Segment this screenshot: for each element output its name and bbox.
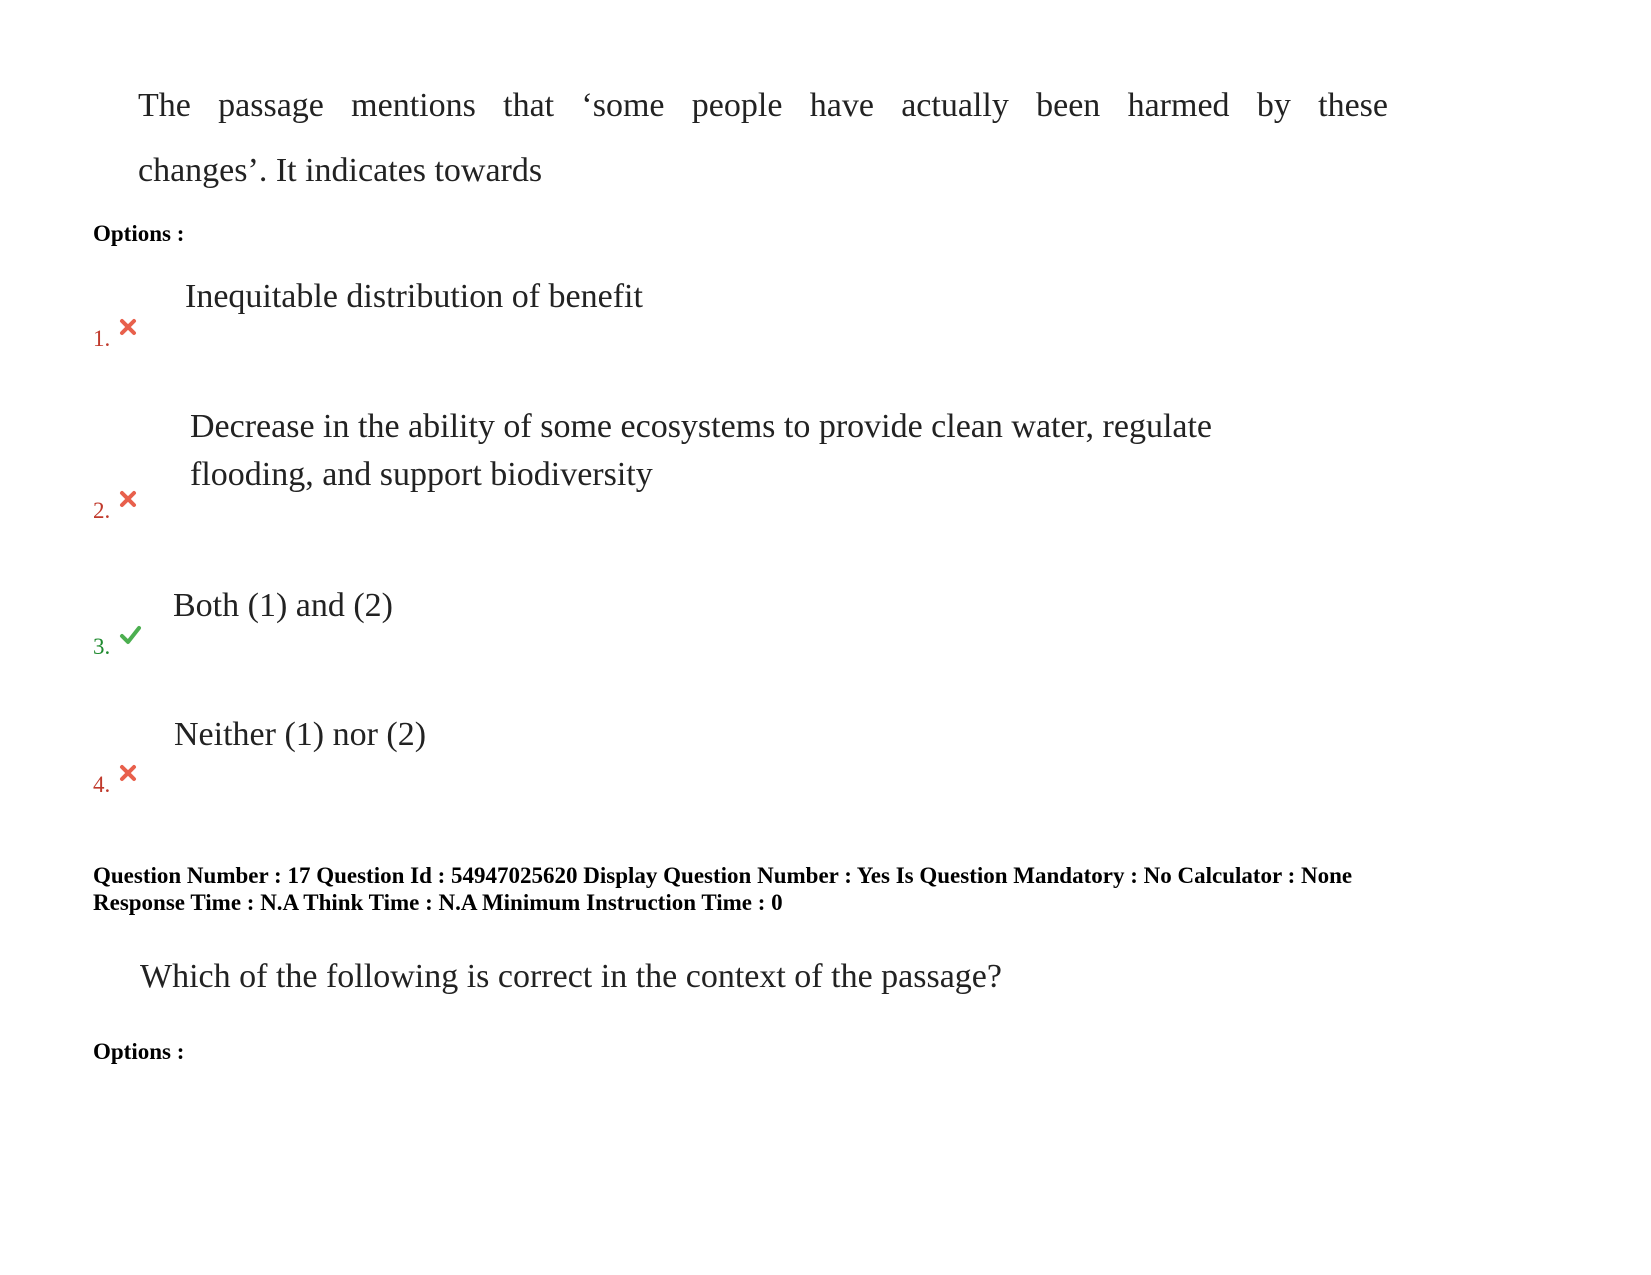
option-4-marker <box>93 771 138 799</box>
option-4-text: Neither (1) nor (2) <box>174 716 427 753</box>
option-1-number: 1. <box>93 326 111 351</box>
option-3-text: Both (1) and (2) <box>173 587 394 624</box>
question-meta-line-2: Response Time : N.A Think Time : N.A Minimum Instruction Time : 0 <box>93 890 783 915</box>
question-17-text: Which of the following is correct in the context of the passage? <box>140 958 1002 995</box>
option-4-number: 4. <box>93 772 111 797</box>
question-meta-line-1: Question Number : 17 Question Id : 54947025620 Display Question Number : Yes Is Question Mandatory : No Calculator : None <box>93 863 1353 888</box>
question-text-line-2: changes’. It indicates towards <box>138 152 543 189</box>
option-2-text <box>190 403 1212 500</box>
option-3-number: 3. <box>93 634 111 659</box>
cross-icon <box>118 489 138 509</box>
question-text-line-1: The passage mentions that ‘some people have actually been harmed by these <box>138 87 1388 124</box>
option-2-text-line-2: flooding, and support biodiversity <box>190 456 653 494</box>
option-2-number: 2. <box>93 498 111 523</box>
check-icon <box>118 625 142 645</box>
cross-icon <box>118 317 138 337</box>
option-1-text: Inequitable distribution of benefit <box>185 278 643 315</box>
cross-icon <box>118 763 138 783</box>
options-label-17: Options : <box>93 1039 185 1064</box>
option-2-marker <box>93 497 138 525</box>
option-3-marker <box>93 633 142 661</box>
options-label: Options : <box>93 221 185 246</box>
option-2-text-line-1: Decrease in the ability of some ecosystems to provide clean water, regulate <box>190 408 1213 445</box>
option-1-marker <box>93 325 138 353</box>
